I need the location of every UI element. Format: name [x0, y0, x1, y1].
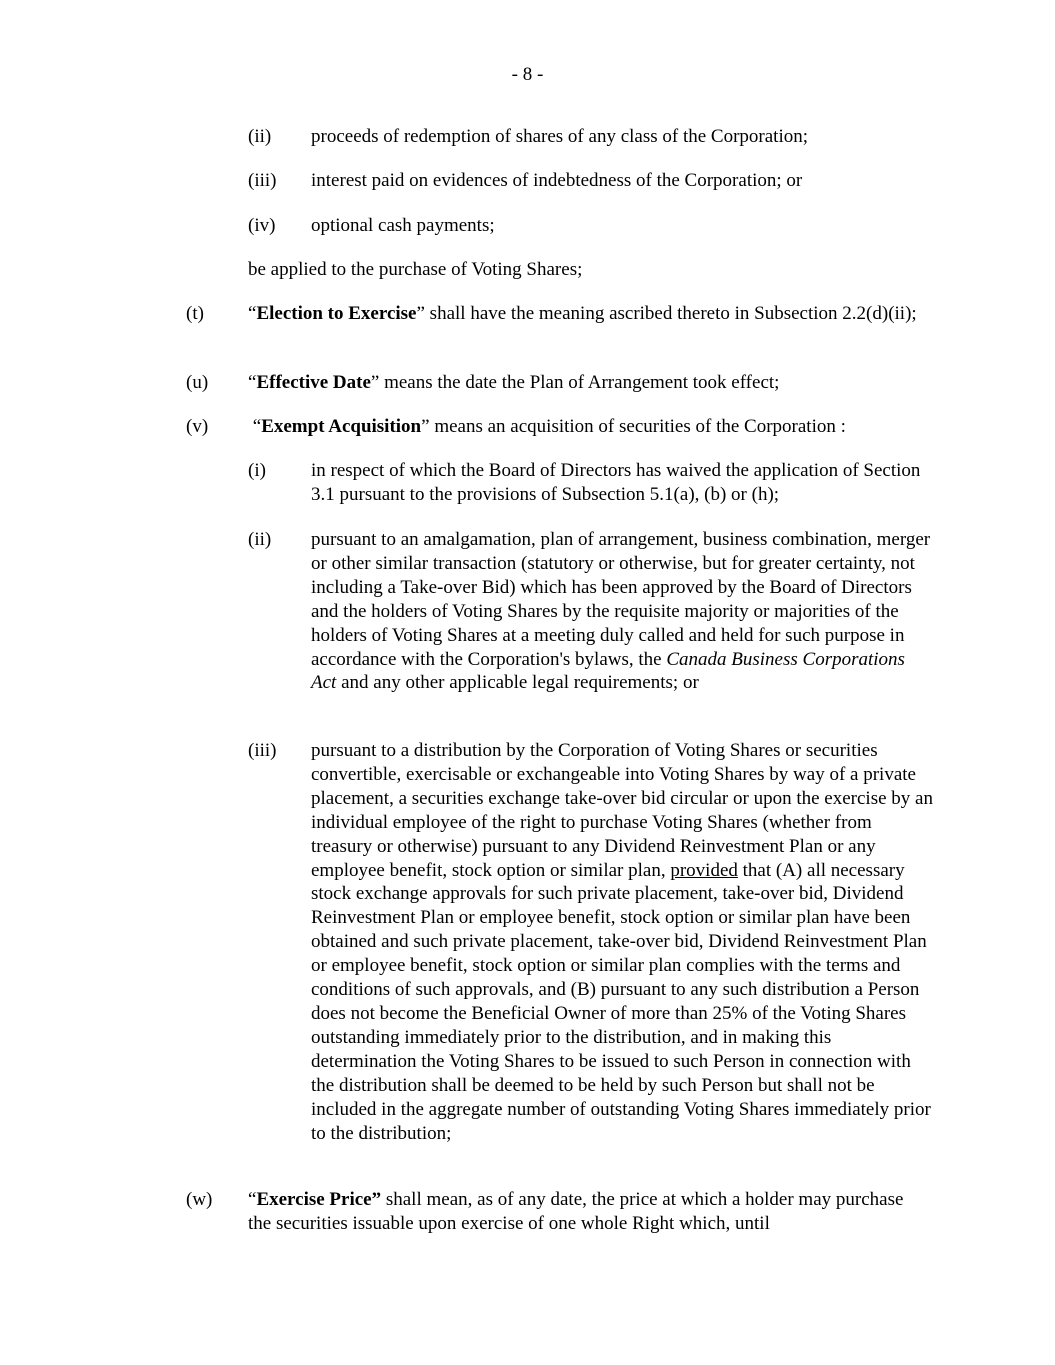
definition-text	[248, 1188, 908, 1236]
statute-name: Canada Business Corporations Act	[311, 648, 905, 694]
item-label: (ii)	[248, 529, 272, 550]
open-quote: “	[248, 303, 257, 324]
defined-term: Election to Exercise	[256, 303, 417, 324]
defined-term: Effective Date	[256, 372, 371, 393]
text-segment: and any other applicable legal requirements; or	[336, 672, 699, 694]
text-segment: that (A) all necessary stock exchange approvals for such private placement, take-over bid, Dividend Reinvestment Plan or employee benefit, stock option or similar plan have been obtained and such private placement, take-over bid, Dividend Reinvestment Plan or employee benefit, stock option or similar plan complies with the terms and conditions of such approvals, and (B) pursuant to any such distribution a Person does not become the Beneficial Owner of more than 25% of the Voting Shares outstanding immediately prior to the distribution, and in making this determination the Voting Shares to be issued to such Person in connection with the distribution shall be deemed to be held by such Person but shall not be included in the aggregate number of outstanding Voting Shares immediately prior to the distribution;	[311, 859, 931, 1144]
definition-body: ” means an acquisition of securities of the Corporation :	[421, 416, 846, 437]
underlined-term: provided	[670, 859, 738, 881]
definition-body: ” means the date the Plan of Arrangement took effect;	[370, 372, 780, 393]
item-text: proceeds of redemption of shares of any class of the Corporation;	[311, 126, 809, 147]
defined-term: Exercise Price”	[256, 1189, 382, 1210]
defined-term: Exempt Acquisition	[261, 416, 422, 437]
item-label: (iii)	[248, 170, 277, 191]
definition-body: ” shall have the meaning ascribed thereto in Subsection 2.2(d)(ii);	[416, 303, 917, 324]
item-text	[311, 528, 933, 695]
item-text	[311, 739, 933, 1145]
text-segment: pursuant to an amalgamation, plan of arrangement, business combination, merger or other similar transaction (statutory or otherwise, but for greater certainty, not including a Take-over Bid) which has been approved by the Board of Directors and the holders of Voting Shares by the requisite majority or majorities of the holders of Voting Shares at a meeting duly called and held for such purpose in accordance with the Corporation's bylaws, the	[311, 529, 931, 670]
item-text: in respect of which the Board of Directors has waived the application of Section 3.1 pursuant to the provisions of Subsection 5.1(a), (b) or (h);	[311, 460, 921, 505]
item-label: (iv)	[248, 215, 276, 236]
item-text: interest paid on evidences of indebtedness of the Corporation; or	[311, 170, 803, 191]
item-label: (w)	[186, 1189, 213, 1210]
item-label: (iii)	[248, 740, 277, 761]
item-label: (i)	[248, 460, 266, 481]
text-segment: pursuant to a distribution by the Corporation of Voting Shares or securities convertible, exercisable or exchangeable into Voting Shares by way of a private placement, a securities exchange take-over bid circular or upon the exercise by an individual employee of the right to purchase Voting Shares (whether from treasury or otherwise) pursuant to any Dividend Reinvestment Plan or any employee benefit, stock option or similar plan,	[311, 740, 933, 881]
item-label: (u)	[186, 372, 209, 393]
definition-text	[248, 415, 932, 439]
definition-body: shall mean, as of any date, the price at which a holder may purchase the securities issuable upon exercise of one whole Right which, until	[248, 1189, 904, 1234]
definition-text	[248, 371, 932, 395]
open-quote: “	[248, 372, 257, 393]
open-quote: “	[248, 416, 262, 437]
page-number: - 8 -	[511, 64, 544, 85]
item-label: (v)	[186, 416, 209, 437]
item-label: (t)	[186, 303, 204, 324]
item-text: optional cash payments;	[311, 215, 495, 236]
item-label: (ii)	[248, 126, 272, 147]
definition-text	[248, 302, 932, 326]
open-quote: “	[248, 1189, 257, 1210]
clause-s-tail: be applied to the purchase of Voting Shares;	[248, 259, 583, 280]
